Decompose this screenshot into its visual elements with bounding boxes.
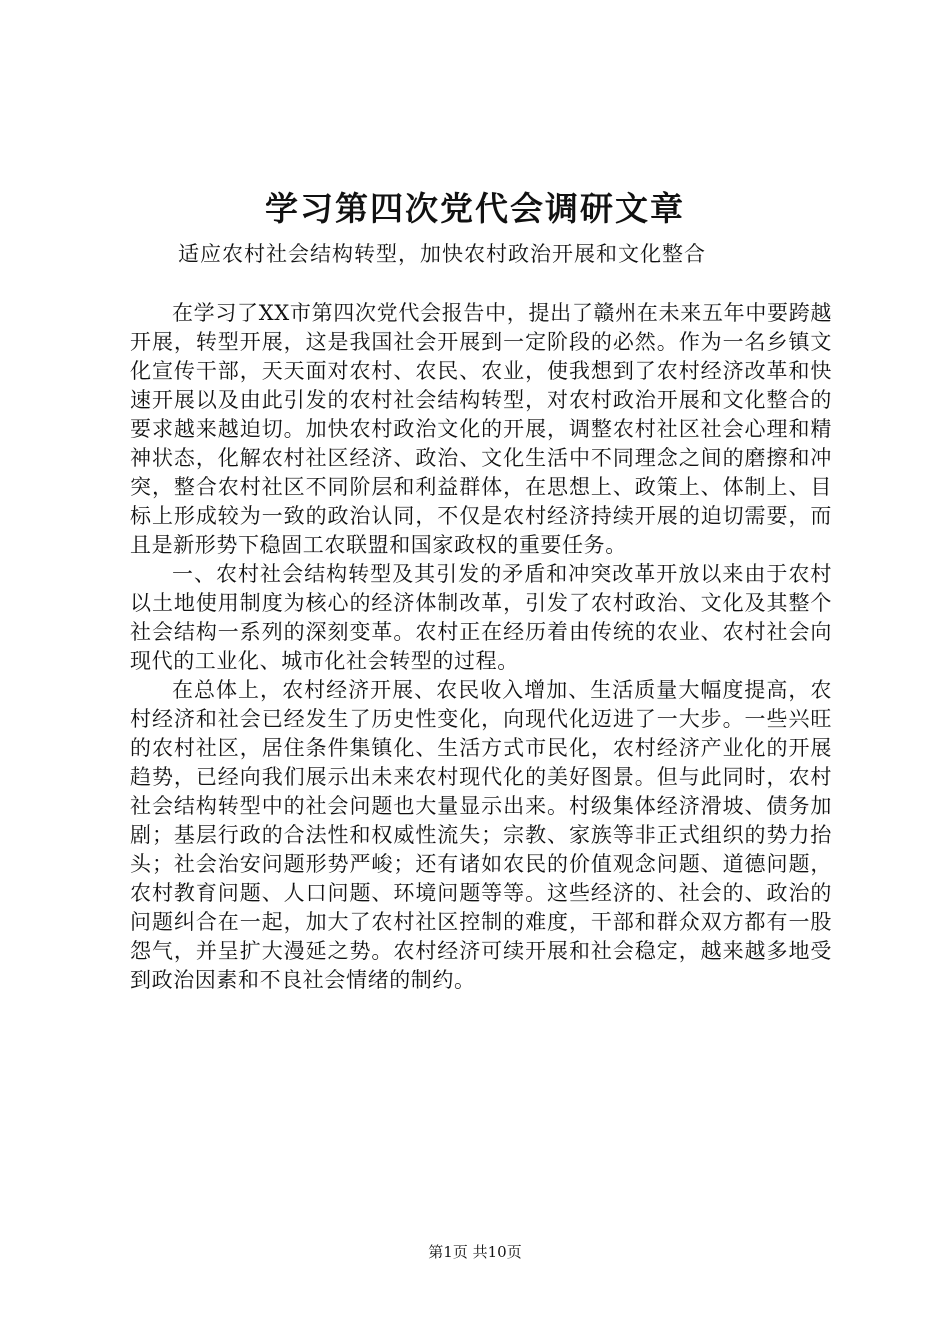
- document-subtitle: 适应农村社会结构转型，加快农村政治开展和文化整合: [178, 242, 706, 266]
- page-footer: 第1页 共10页: [428, 1243, 522, 1261]
- document-title: 学习第四次党代会调研文章: [265, 189, 685, 228]
- paragraph: 一、农村社会结构转型及其引发的矛盾和冲突改革开放以来由于农村以土地使用制度为核心的经济体制改革，引发了农村政治、文化及其整个社会结构一系列的深刻变革。农村正在经历着由传统的农业、农村社会向现代的工业化、城市化社会转型的过程。: [130, 562, 832, 673]
- paragraph: 在学习了XX市第四次党代会报告中，提出了赣州在未来五年中要跨越开展，转型开展，这是我国社会开展到一定阶段的必然。作为一名乡镇文化宣传干部，天天面对农村、农民、农业，使我想到了农村经济改革和快速开展以及由此引发的农村社会结构转型，对农村政治开展和文化整合的要求越来越迫切。加快农村政治文化的开展，调整农村社区社会心理和精神状态，化解农村社区经济、政治、文化生活中不同理念之间的磨擦和冲突，整合农村社区不同阶层和利益群体，在思想上、政策上、体制上、目标上形成较为一致的政治认同，不仅是农村经济持续开展的迫切需要，而且是新形势下稳固工农联盟和国家政权的重要任务。: [130, 301, 832, 557]
- document-body: [130, 299, 832, 995]
- paragraph: 在总体上，农村经济开展、农民收入增加、生活质量大幅度提高，农村经济和社会已经发生了历史性变化，向现代化迈进了一大步。一些兴旺的农村社区，居住条件集镇化、生活方式市民化，农村经济产业化的开展趋势，已经向我们展示出未来农村现代化的美好图景。但与此同时，农村社会结构转型中的社会问题也大量显示出来。村级集体经济滑坡、债务加剧；基层行政的合法性和权威性流失；宗教、家族等非正式组织的势力抬头；社会治安问题形势严峻；还有诸如农民的价值观念问题、道德问题，农村教育问题、人口问题、环境问题等等。这些经济的、社会的、政治的问题纠合在一起，加大了农村社区控制的难度，干部和群众双方都有一股怨气，并呈扩大漫延之势。农村经济可续开展和社会稳定，越来越多地受到政治因素和不良社会情绪的制约。: [130, 678, 832, 992]
